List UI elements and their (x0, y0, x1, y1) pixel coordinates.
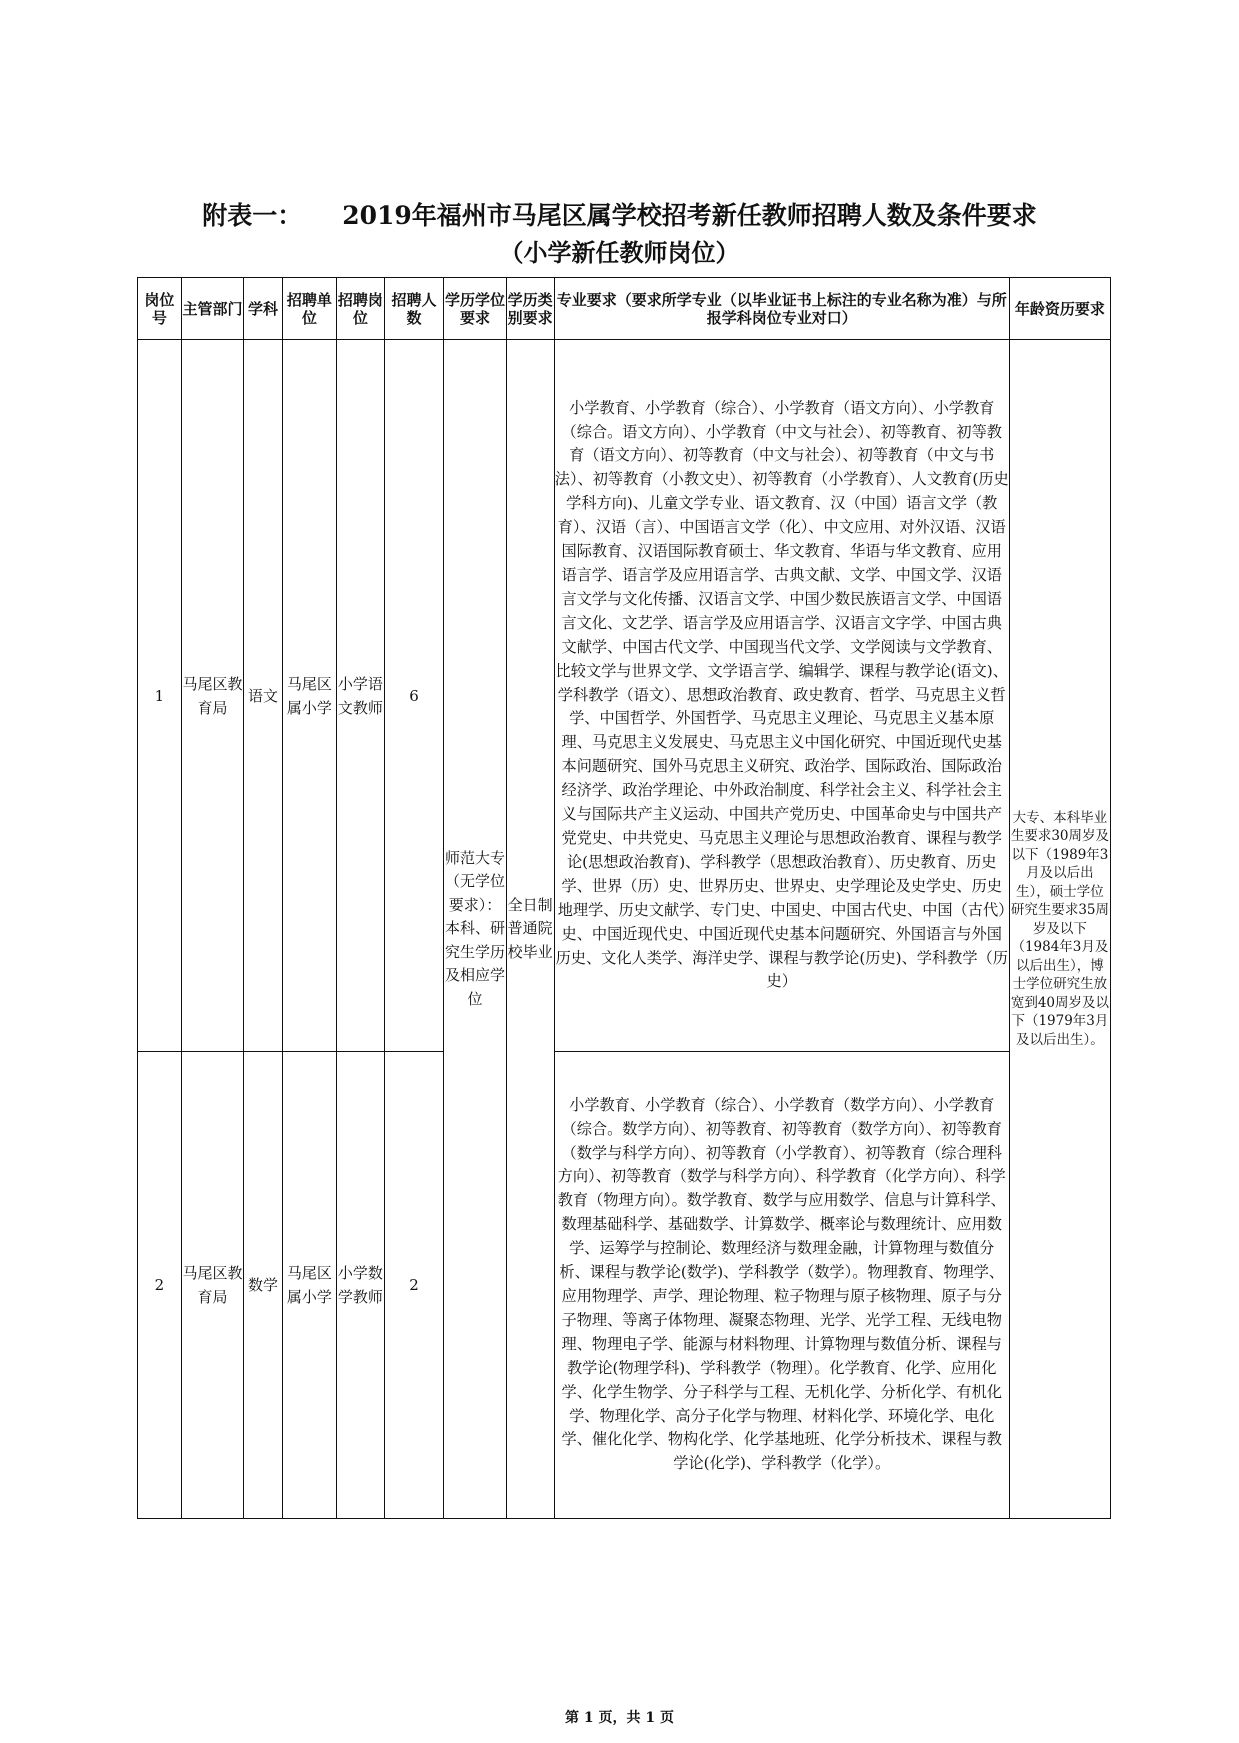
header-count: 招聘人数 (384, 278, 443, 340)
header-age: 年龄资历要求 (1009, 278, 1110, 340)
header-degree: 学历学位要求 (444, 278, 507, 340)
table-row (138, 1052, 1111, 1519)
document-subtitle: （小学新任教师岗位） (499, 238, 740, 267)
recruitment-table (137, 277, 1111, 1519)
page-footer: 第 1 页，共 1 页 (565, 1710, 674, 1726)
unit-cell: 马尾区属小学 (282, 340, 336, 1052)
dept-cell: 马尾区教育局 (181, 1052, 244, 1519)
header-post-no: 岗位号 (138, 278, 182, 340)
dept-cell: 马尾区教育局 (181, 340, 244, 1052)
major-requirement-cell: 小学教育、小学教育（综合）、小学教育（语文方向）、小学教育（综合。语文方向）、小学教育（中文与社会）、初等教育、初等教育（语文方向）、初等教育（中文与社会）、初等教育（中文与书法）、初等教育（小教文史）、初等教育（小学教育）、人文教育(历史学科方向)、儿童文学专业、语文教育、汉（中国）语言文学（教育）、汉语（言）、中国语言文学（化）、中文应用、对外汉语、汉语国际教育、汉语国际教育硕士、华文教育、华语与华文教育、应用语言学、语言学及应用语言学、古典文献、文学、中国文学、汉语言文学与文化传播、汉语言文学、中国少数民族语言文学、中国语言文化、文艺学、语言学及应用语言学、汉语言文字学、中国古典文献学、中国古代文学、中国现当代文学、文学阅读与文学教育、比较文学与世界文学、文学语言学、编辑学、课程与教学论(语文)、学科教学（语文）、思想政治教育、政史教育、哲学、马克思主义哲学、中国哲学、外国哲学、马克思主义理论、马克思主义基本原理、马克思主义发展史、马克思主义中国化研究、中国近现代史基本问题研究、国外马克思主义研究、政治学、国际政治、国际政治经济学、政治学理论、中外政治制度、科学社会主义、科学社会主义与国际共产主义运动、中国共产党历史、中国革命史与中国共产党党史、中共党史、马克思主义理论与思想政治教育、课程与教学论(思想政治教育)、学科教学（思想政治教育）、历史教育、历史学、世界（历）史、世界历史、世界史、史学理论及史学史、历史地理学、历史文献学、专门史、中国史、中国古代史、中国（古代）史、中国近现代史、中国近现代史基本问题研究、外国语言与外国历史、文化人类学、海洋史学、课程与教学论(历史)、学科教学（历史） (554, 340, 1009, 1052)
post-no-cell: 1 (138, 340, 182, 1052)
document-title (0, 196, 1239, 232)
subject-cell: 语文 (244, 340, 283, 1052)
position-cell: 小学语文教师 (336, 340, 384, 1052)
unit-cell: 马尾区属小学 (282, 1052, 336, 1519)
header-edu-type: 学历类别要求 (506, 278, 554, 340)
major-requirement-cell: 小学教育、小学教育（综合）、小学教育（数学方向）、小学教育（综合。数学方向）、初等教育、初等教育（数学方向）、初等教育（数学与科学方向）、初等教育（小学教育）、初等教育（综合理科方向）、初等教育（数学与科学方向）、科学教育（化学方向）、科学教育（物理方向）。数学教育、数学与应用数学、信息与计算科学、数理基础科学、基础数学、计算数学、概率论与数理统计、应用数学、运筹学与控制论、数理经济与数理金融，计算物理与数值分析、课程与教学论(数学)、学科教学（数学）。物理教育、物理学、应用物理学、声学、理论物理、粒子物理与原子核物理、原子与分子物理、等离子体物理、凝聚态物理、光学、光学工程、无线电物理、物理电子学、能源与材料物理、计算物理与数值分析、课程与教学论(物理学科)、学科教学（物理）。化学教育、化学、应用化学、化学生物学、分子科学与工程、无机化学、分析化学、有机化学、物理化学、高分子化学与物理、材料化学、环境化学、电化学、催化化学、物构化学、化学基地班、化学分析技术、课程与教学论(化学)、学科教学（化学）。 (554, 1052, 1009, 1519)
table-row (138, 340, 1111, 1052)
title-main: 2019年福州市马尾区属学校招考新任教师招聘人数及条件要求 (342, 201, 1037, 230)
title-prefix: 附表一： (202, 201, 303, 230)
header-position: 招聘岗位 (336, 278, 384, 340)
count-cell: 2 (384, 1052, 443, 1519)
header-row (138, 278, 1111, 340)
header-dept: 主管部门 (181, 278, 244, 340)
count-cell: 6 (384, 340, 443, 1052)
header-major: 专业要求（要求所学专业（以毕业证书上标注的专业名称为准）与所报学科岗位专业对口） (554, 278, 1009, 340)
header-unit: 招聘单位 (282, 278, 336, 340)
subject-cell: 数学 (244, 1052, 283, 1519)
edu-type-requirement-cell: 全日制普通院校毕业 (506, 340, 554, 1519)
age-requirement-cell: 大专、本科毕业生要求30周岁及以下（1989年3月及以后出生），硕士学位研究生要求35周岁及以下（1984年3月及以后出生），博士学位研究生放宽到40周岁及以下（1979年3月及以后出生）。 (1009, 340, 1110, 1519)
position-cell: 小学数学教师 (336, 1052, 384, 1519)
post-no-cell: 2 (138, 1052, 182, 1519)
header-subject: 学科 (244, 278, 283, 340)
degree-requirement-cell: 师范大专（无学位要求）：本科、研究生学历及相应学位 (444, 340, 507, 1519)
